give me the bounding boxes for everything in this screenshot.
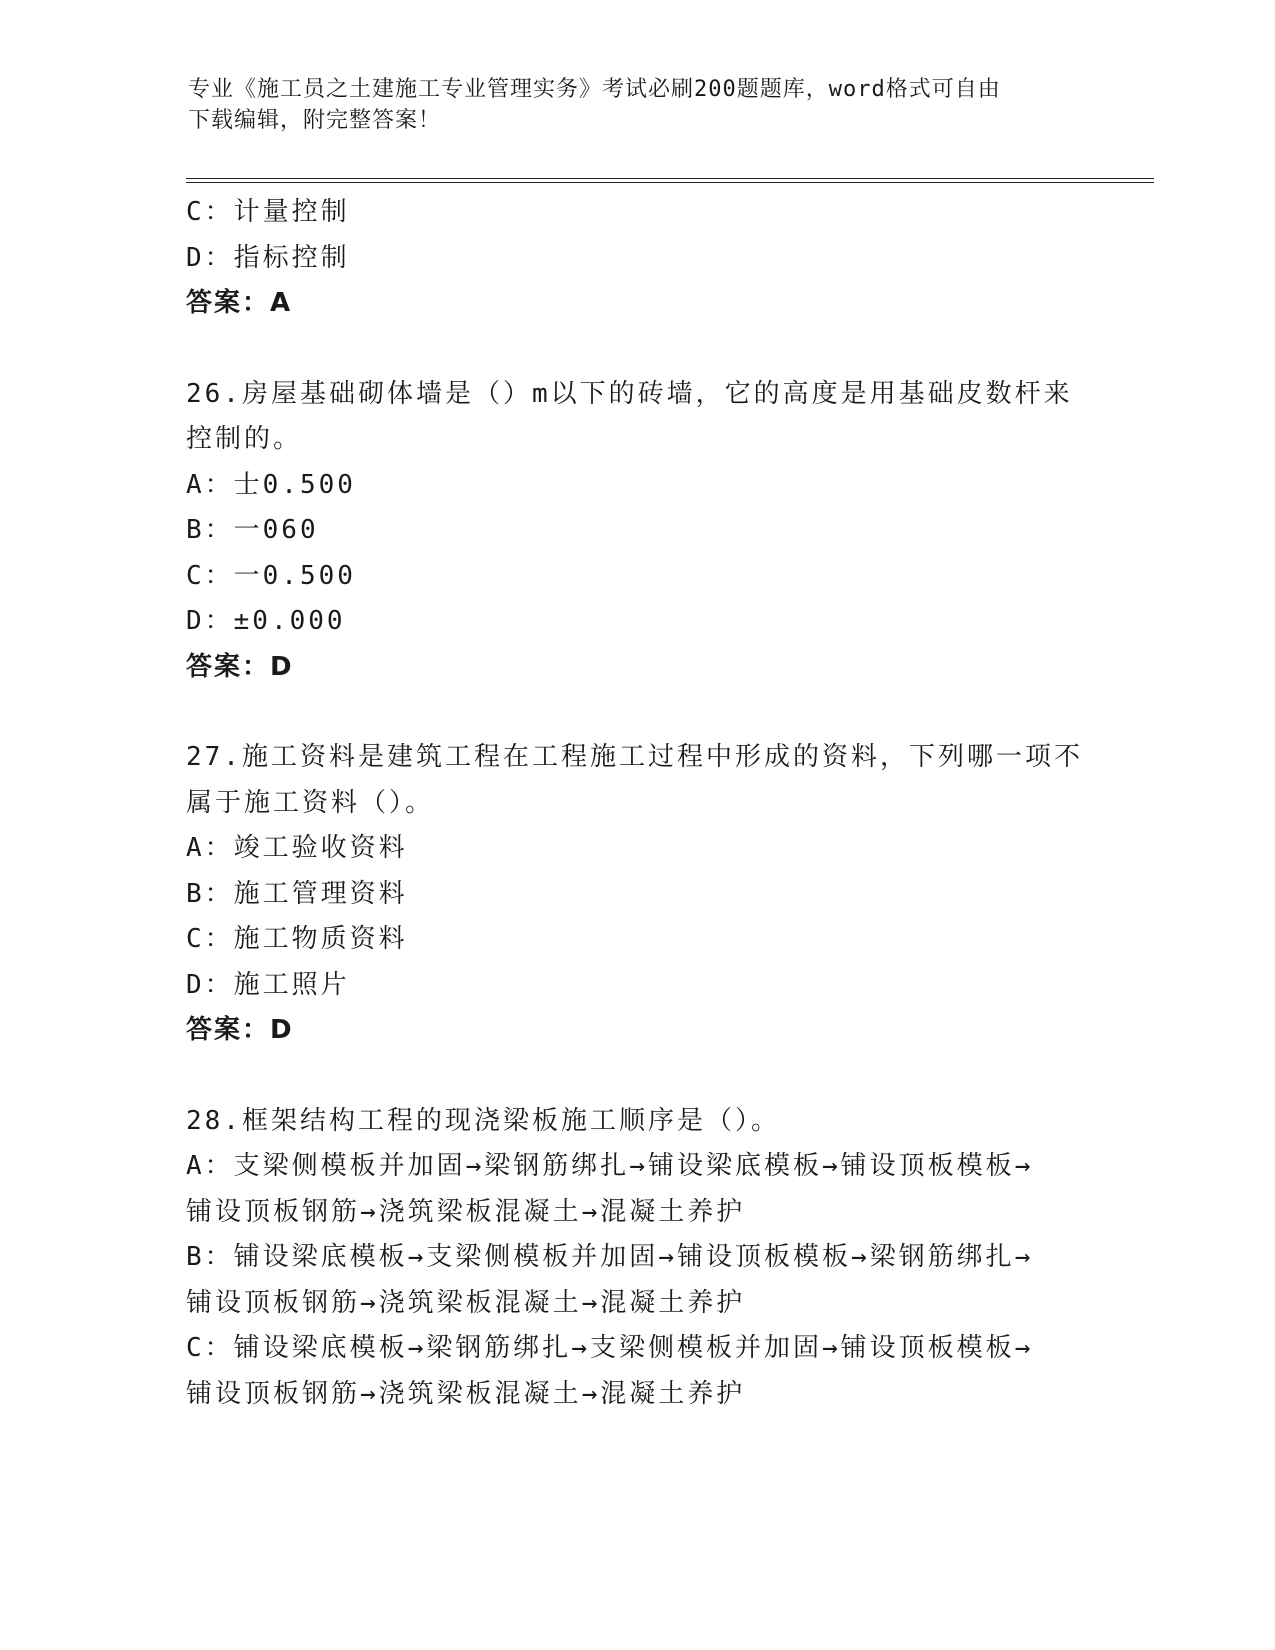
option-a-continued: 铺设顶板钢筋→浇筑梁板混凝土→混凝土养护 <box>186 1196 746 1227</box>
option-a: A：士0.500 <box>186 469 356 500</box>
header-line: 专业《施工员之土建施工专业管理实务》考试必刷200题题库，word格式可自由 <box>188 77 1001 102</box>
header-line: 下载编辑，附完整答案！ <box>188 108 442 133</box>
question-text: 属于施工资料（）。 <box>186 787 435 818</box>
question-text: 27.施工资料是建筑工程在工程施工过程中形成的资料，下列哪一项不 <box>186 742 1083 772</box>
answer: 答案：A <box>186 288 293 318</box>
page-header <box>188 74 1068 136</box>
option-b: B：铺设梁底模板→支梁侧模板并加固→铺设顶板模板→梁钢筋绑扎→ <box>186 1242 1034 1272</box>
answer: 答案：D <box>186 1015 294 1045</box>
spacer <box>186 327 1086 372</box>
document-body <box>186 190 1086 1417</box>
option-d: D：施工照片 <box>186 969 350 1000</box>
option-b-continued: 铺设顶板钢筋→浇筑梁板混凝土→混凝土养护 <box>186 1287 746 1318</box>
option-d: D：指标控制 <box>186 242 350 273</box>
option-a: A：竣工验收资料 <box>186 833 408 863</box>
question-text: 控制的。 <box>186 424 303 454</box>
answer: 答案：D <box>186 651 294 682</box>
spacer <box>186 1054 1086 1099</box>
option-c-continued: 铺设顶板钢筋→浇筑梁板混凝土→混凝土养护 <box>186 1378 746 1409</box>
spacer <box>186 690 1086 735</box>
question-27 <box>186 735 1086 1054</box>
option-c: C：一0.500 <box>186 560 356 591</box>
question-26 <box>186 372 1086 691</box>
header-divider <box>186 178 1154 183</box>
option-c: C：计量控制 <box>186 197 350 227</box>
option-c: C：施工物质资料 <box>186 924 408 954</box>
question-text: 28.框架结构工程的现浇梁板施工顺序是（）。 <box>186 1105 780 1136</box>
option-c: C：铺设梁底模板→梁钢筋绑扎→支梁侧模板并加固→铺设顶板模板→ <box>186 1333 1034 1363</box>
question-text: 26.房屋基础砌体墙是（）m以下的砖墙，它的高度是用基础皮数杆来 <box>186 378 1073 409</box>
option-a: A：支梁侧模板并加固→梁钢筋绑扎→铺设梁底模板→铺设顶板模板→ <box>186 1151 1034 1181</box>
question-25-continuation <box>186 190 1086 327</box>
question-28 <box>186 1099 1086 1418</box>
option-d: D：±0.000 <box>186 606 346 636</box>
option-b: B：一060 <box>186 515 319 545</box>
option-b: B：施工管理资料 <box>186 878 408 909</box>
